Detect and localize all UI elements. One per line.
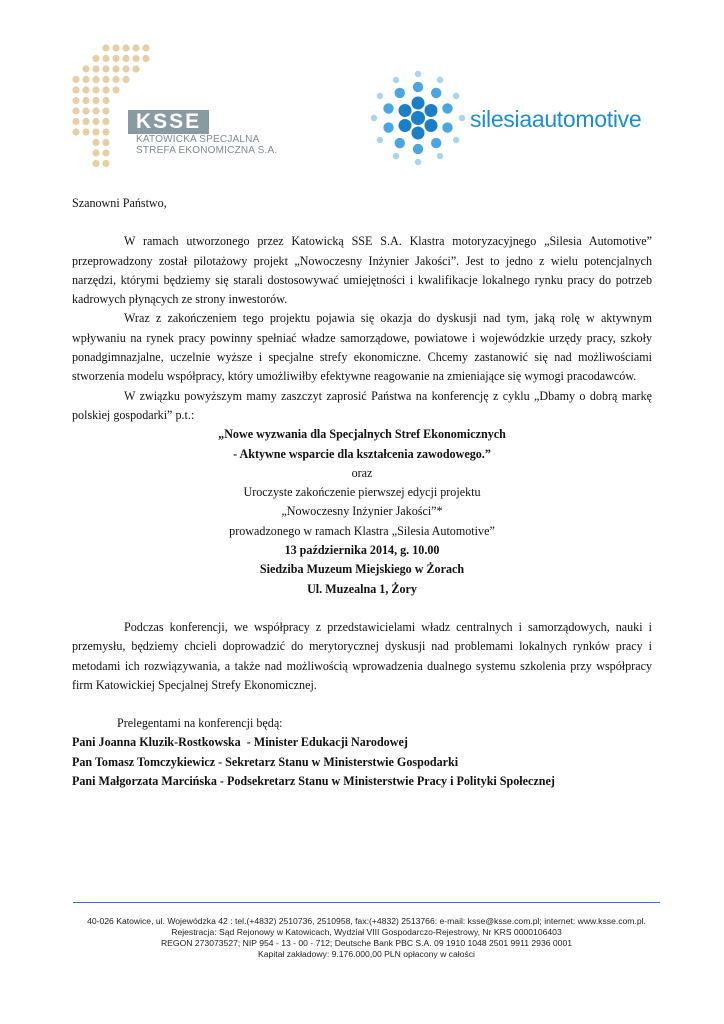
silesia-center-dot	[411, 111, 425, 125]
ksse-dot	[92, 55, 99, 62]
ksse-dot	[102, 160, 109, 167]
ksse-dot	[142, 44, 149, 51]
ksse-name-line2: STREFA EKONOMICZNA S.A.	[136, 145, 278, 156]
silesia-dot	[431, 88, 441, 98]
ksse-dot	[82, 86, 89, 93]
silesia-dot	[415, 71, 421, 77]
ksse-dot	[92, 65, 99, 72]
silesia-dot	[453, 137, 459, 143]
ksse-dot	[102, 149, 109, 156]
ksse-dot	[122, 55, 129, 62]
silesia-dot	[383, 122, 393, 132]
ksse-dot	[82, 97, 89, 104]
silesia-dot	[442, 103, 452, 113]
ksse-dot	[82, 128, 89, 135]
ksse-dot	[92, 118, 99, 125]
event-line-a: Uroczyste zakończenie pierwszej edycji projektu	[243, 485, 481, 500]
event-title-line1: „Nowe wyzwania dla Specjalnych Stref Ekonomicznych	[218, 427, 506, 442]
ksse-dot	[92, 86, 99, 93]
silesia-dot	[393, 77, 399, 83]
event-and: oraz	[351, 465, 373, 480]
ksse-dot	[142, 55, 149, 62]
paragraph-4: Podczas konferencji, we współpracy z przedstawicielami władz centralnych i samorządowych, nauki i przemysłu, będziemy chcieli doprowadzić do merytorycznej dyskusji nad problemami lokalnych rynków pracy i metodami ich rozwiązywania, a także nad możliwością wprowadzenia dualnego systemu szkolenia przy współpracy firm Katowickiej Specjalnej Strefy Ekonomicznej.	[72, 619, 652, 692]
ksse-dot	[92, 76, 99, 83]
speaker-3: Pani Małgorzata Marcińska - Podsekretarz Stanu w Ministerstwie Pracy i Polityki Społecznej	[72, 774, 555, 789]
letter-body	[72, 194, 652, 791]
ksse-dot	[112, 86, 119, 93]
paragraph-2: Wraz z zakończeniem tego projektu pojawia się okazja do dyskusji nad tym, jaką rolę w aktywnym wpływaniu na rynek pracy powinny spełniać władze samorządowe, powiatowe i wojewódzkie urzędy pracy, szkoły ponadgimnazjalne, uczelnie wyższe i specjalne strefy ekonomiczne. Chcemy zastanowić się nad możliwościami stworzenia modelu współpracy, który umożliwiłby efektywne reagowanie na zmieniające się wymogi pracodawców.	[72, 311, 652, 384]
silesia-dot	[442, 122, 452, 132]
paragraph-1: W ramach utworzonego przez Katowicką SSE S.A. Klastra motoryzacyjnego „Silesia Automotive” przeprowadzony został pilotażowy projekt „Nowoczesny Inżynier Jakości”. Jest to jedno z wielu potencjalnych narzędzi, którymi będziemy się starali dostosowywać umiejętności i kwalifikacje lokalnego rynku pracy do potrzeb kadrowych płynących ze strony inwestorów.	[72, 234, 652, 307]
ksse-name-line1: KATOWICKA SPECJALNA	[136, 134, 260, 145]
ksse-dot	[72, 107, 79, 114]
event-line-c: prowadzonego w ramach Klastra „Silesia Automotive”	[229, 523, 495, 538]
ksse-dot	[112, 65, 119, 72]
silesia-dot	[424, 104, 437, 117]
silesia-dot	[437, 77, 443, 83]
silesia-word2: automotive	[531, 106, 642, 132]
ksse-dot	[122, 76, 129, 83]
silesia-dot	[395, 138, 405, 148]
silesia-dot	[395, 88, 405, 98]
silesia-dot	[399, 119, 412, 132]
ksse-dot	[102, 128, 109, 135]
silesia-automotive-logo	[366, 66, 646, 176]
silesia-dot	[459, 115, 465, 121]
ksse-dot	[102, 118, 109, 125]
greeting: Szanowni Państwo,	[72, 196, 167, 210]
footer-address: 40-026 Katowice, ul. Wojewódzka 42 : tel.(+4832) 2510736, 2510958, fax:(+4832) 2513766: e-mail: ksse@ksse.com.pl; internet: www.ksse.com.pl.	[87, 916, 646, 926]
ksse-dot	[102, 76, 109, 83]
silesia-dot	[453, 93, 459, 99]
ksse-dot	[92, 107, 99, 114]
event-address: Ul. Muzealna 1, Żory	[307, 581, 417, 596]
letterhead	[0, 0, 724, 190]
ksse-dot	[102, 97, 109, 104]
ksse-dot	[102, 139, 109, 146]
silesia-dot	[424, 119, 437, 132]
footer-registration: Rejestracja: Sąd Rejonowy w Katowicach, Wydział VIII Gospodarczo-Rejestrowy, Nr KRS 0000106403	[171, 927, 562, 937]
ksse-dot	[72, 76, 79, 83]
ksse-dot	[82, 107, 89, 114]
silesia-dot	[413, 82, 423, 92]
footer-capital: Kapitał zakładowy: 9.176.000,00 PLN opłacony w całości	[258, 949, 475, 959]
ksse-dot	[132, 55, 139, 62]
ksse-dot	[92, 97, 99, 104]
silesia-dot	[437, 153, 443, 159]
ksse-dot	[72, 118, 79, 125]
silesia-dot	[377, 93, 383, 99]
ksse-dot	[102, 107, 109, 114]
speaker-2: Pan Tomasz Tomczykiewicz - Sekretarz Stanu w Ministerstwie Gospodarki	[72, 754, 459, 769]
silesia-dot	[377, 137, 383, 143]
ksse-full-name	[136, 134, 277, 156]
ksse-logo	[70, 42, 278, 182]
event-title-line2: - Aktywne wsparcie dla kształcenia zawodowego.”	[233, 446, 491, 461]
ksse-dot	[92, 139, 99, 146]
ksse-dot	[112, 76, 119, 83]
silesia-wordmark	[470, 106, 641, 133]
silesia-dot	[371, 115, 377, 121]
footer-rule	[73, 902, 660, 903]
ksse-acronym: KSSE	[128, 110, 209, 134]
ksse-dot	[102, 86, 109, 93]
silesia-dot	[412, 127, 425, 140]
ksse-dot	[102, 44, 109, 51]
ksse-dot	[122, 65, 129, 72]
ksse-dot	[132, 44, 139, 51]
ksse-dot	[92, 160, 99, 167]
ksse-dot	[132, 65, 139, 72]
footer	[73, 916, 660, 960]
ksse-dot	[72, 128, 79, 135]
silesia-dots-icon	[366, 66, 476, 176]
ksse-dot	[82, 65, 89, 72]
silesia-dot	[399, 104, 412, 117]
event-date: 13 października 2014, g. 10.00	[284, 543, 440, 558]
footer-bank: REGON 273073527; NIP 954 - 13 - 00 - 712; Deutsche Bank PBC S.A. 09 1910 1048 2501 9911 2936 0001	[160, 938, 573, 948]
ksse-dot	[82, 118, 89, 125]
ksse-dot	[92, 149, 99, 156]
speakers-intro: Prelegentami na konferencji będą:	[117, 716, 283, 731]
silesia-dot	[413, 144, 423, 154]
silesia-word1: silesia	[470, 106, 532, 132]
ksse-dot	[112, 55, 119, 62]
silesia-dot	[393, 153, 399, 159]
ksse-dot	[72, 86, 79, 93]
event-line-b: „Nowoczesny Inżynier Jakości”*	[281, 504, 443, 519]
ksse-dot	[92, 128, 99, 135]
silesia-dot	[412, 97, 425, 110]
ksse-dot	[102, 55, 109, 62]
event-venue: Siedziba Muzeum Miejskiego w Żorach	[259, 562, 465, 577]
ksse-dot	[72, 97, 79, 104]
ksse-dot	[102, 65, 109, 72]
ksse-dot	[112, 44, 119, 51]
paragraph-3: W związku powyższym mamy zaszczyt zaprosić Państwa na konferencję z cyklu „Dbamy o dobrą markę polskiej gospodarki” p.t.:	[72, 388, 652, 422]
silesia-dot	[383, 103, 393, 113]
ksse-dot	[122, 44, 129, 51]
silesia-dot	[431, 138, 441, 148]
silesia-dot	[415, 159, 421, 165]
ksse-dot	[82, 76, 89, 83]
speaker-1: Pani Joanna Kluzik-Rostkowska - Minister Edukacji Narodowej	[72, 735, 408, 750]
